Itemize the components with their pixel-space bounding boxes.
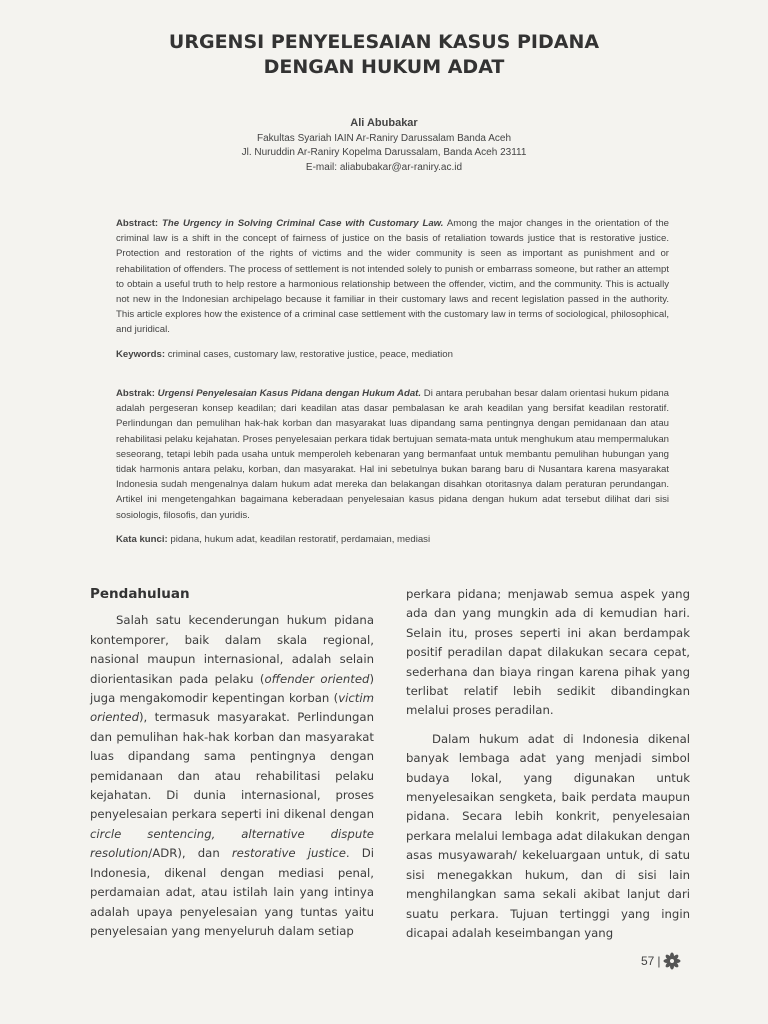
paper-title: [0, 30, 768, 80]
author-affiliation: Fakultas Syariah IAIN Ar-Raniry Darussalam Banda Aceh: [257, 132, 511, 144]
author-address: Jl. Nuruddin Ar-Raniry Kopelma Darussalam, Banda Aceh 23111: [241, 147, 527, 158]
keywords-id-value: pidana, hukum adat, keadilan restoratif, perdamaian, mediasi: [170, 534, 431, 545]
body-paragraph: perkara pidana; menjawab semua aspek yang ada dan yang mungkin ada di kemudian hari. Selain itu, proses seperti ini akan berdampak positif peradilan dapat dilakukan secara cepat, sederhana dan biaya ringan karena pihak yang terlibat relatif lebih sedikit dibandingkan melalui proses peradilan.: [406, 587, 690, 718]
body-column-right: [406, 585, 690, 943]
abstract-english: [116, 216, 669, 338]
paper-title-line-2: DENGAN HUKUM ADAT: [263, 56, 505, 78]
italic-term: victim oriented: [90, 691, 374, 725]
keywords-en-value: criminal cases, customary law, restorative justice, peace, mediation: [167, 349, 453, 360]
keywords-english: [116, 348, 669, 362]
text-run: Salah satu kecenderungan hukum pidana kontemporer, baik dalam skala regional, nasional maupun internasional, adalah selain diorientasikan pada pelaku (: [90, 613, 374, 686]
abstract-indonesian: [116, 386, 669, 523]
keywords-id-label: Kata kunci:: [116, 534, 168, 545]
footer-separator: |: [657, 954, 661, 968]
italic-term: circle sentencing, alternative dispute resolution: [90, 826, 374, 861]
author-email: E-mail: aliabubakar@ar-raniry.ac.id: [305, 161, 463, 173]
abstract-en-lead: Abstract:: [116, 218, 159, 229]
text-run: ), termasuk masyarakat. Perlindungan dan pemulihan hak-hak korban dan masyarakat luas dipandang sama pentingnya dengan pemidanaan dan atau rehabilitasi pelaku kejahatan. Di dunia internasional, proses penyelesaian perkara seperti ini dikenal dengan: [90, 710, 374, 822]
italic-term: offender oriented: [264, 671, 370, 686]
abstract-en-title: The Urgency in Solving Criminal Case with Customary Law.: [162, 218, 444, 229]
keywords-en-label: Keywords:: [116, 349, 166, 360]
flower-ornament-icon: [663, 952, 681, 970]
author-block: [0, 116, 768, 175]
abstract-en-body: Among the major changes in the orientation of the criminal law is a shift in the concept of fairness of justice on the basis of retaliation towards justice that is restorative justice. Protection and restoration of the rights of victims and the wider community is seen as important as punishment and or rehabilitation of offenders. The process of settlement is not intended solely to punish or embarrass someone, but rather an attempt to obtain a useful truth to help restore a harmonious relationship between the offender, victim, and the community. This is actually not new in the Indonesian archipelago because it familiar in their customary laws and recent legislation passed in the authority. This article explores how the existence of a criminal case settlement with the customary law in terms of sociological, philosophical, and juridical.: [116, 218, 669, 336]
text-run: . Di Indonesia, dikenal dengan mediasi penal, perdamaian adat, atau istilah lain yang intinya adalah upaya penyelesaian yang tuntas yaitu penyelesaian yang menyeluruh dalam setiap: [90, 846, 374, 938]
body-paragraph: [90, 611, 374, 941]
abstract-id-body: Di antara perubahan besar dalam orientasi hukum pidana adalah pergeseran konsep keadilan; dari keadilan atas dasar pembalasan ke arah keadilan yang bersifat keadilan restoratif. Perlindungan dan pemulihan hak-hak korban dan masyarakat luas dipandang sama pentingnya dengan pemidanaan dan atau rehabilitasi pelaku kejahatan. Proses penyelesaian perkara tidak bertujuan semata-mata untuk menghukum atau mempermalukan seseorang, tetapi lebih pada usaha untuk memperoleh kebenaran yang bermanfaat untuk membantu pemulihan hubungan yang tidak harmonis antara pelaku, korban, dan masyarakat. Hal ini sebetulnya bukan barang baru di Nusantara karena masyarakat Indonesia sudah mengenalnya dalam hukum adat mereka dan belakangan disahkan otoritasnya dalam peraturan perundangan. Artikel ini mengetengahkan bagaimana keberadaan penyelesaian kasus pidana dengan hukum adat tersebut dilihat dari sisi sosiologis, filosofis, dan yuridis.: [116, 388, 669, 521]
text-run: /ADR), dan: [148, 846, 232, 861]
italic-term: restorative justice: [231, 846, 346, 861]
abstract-id-lead: Abstrak:: [116, 388, 155, 399]
keywords-indonesian: [116, 533, 669, 547]
abstract-id-title: Urgensi Penyelesaian Kasus Pidana dengan Hukum Adat.: [157, 388, 422, 399]
body-column-left: [90, 585, 374, 941]
section-heading: Pendahuluan: [90, 586, 190, 602]
author-name: Ali Abubakar: [350, 117, 418, 129]
body-paragraph: Dalam hukum adat di Indonesia dikenal banyak lembaga adat yang menjadi simbol budaya lokal, yang digunakan untuk menyelesaikan sengketa, baik perdata maupun pidana. Secara lebih konkrit, penyelesaian perkara melalui lembaga adat dilakukan dengan asas musyawarah/ kekeluargaan untuk, di satu sisi menegakkan hukum, dan di sisi lain menghilangkan sama sekali akibat lanjut dari suatu perkara. Tujuan tertinggi yang ingin dicapai adalah keseimbangan yang: [406, 731, 690, 940]
page-number: 57: [641, 954, 655, 968]
paper-title-line-1: URGENSI PENYELESAIAN KASUS PIDANA: [168, 31, 600, 53]
text-run: ) juga mengakomodir kepentingan korban (: [90, 671, 374, 706]
page-footer: [641, 952, 681, 970]
